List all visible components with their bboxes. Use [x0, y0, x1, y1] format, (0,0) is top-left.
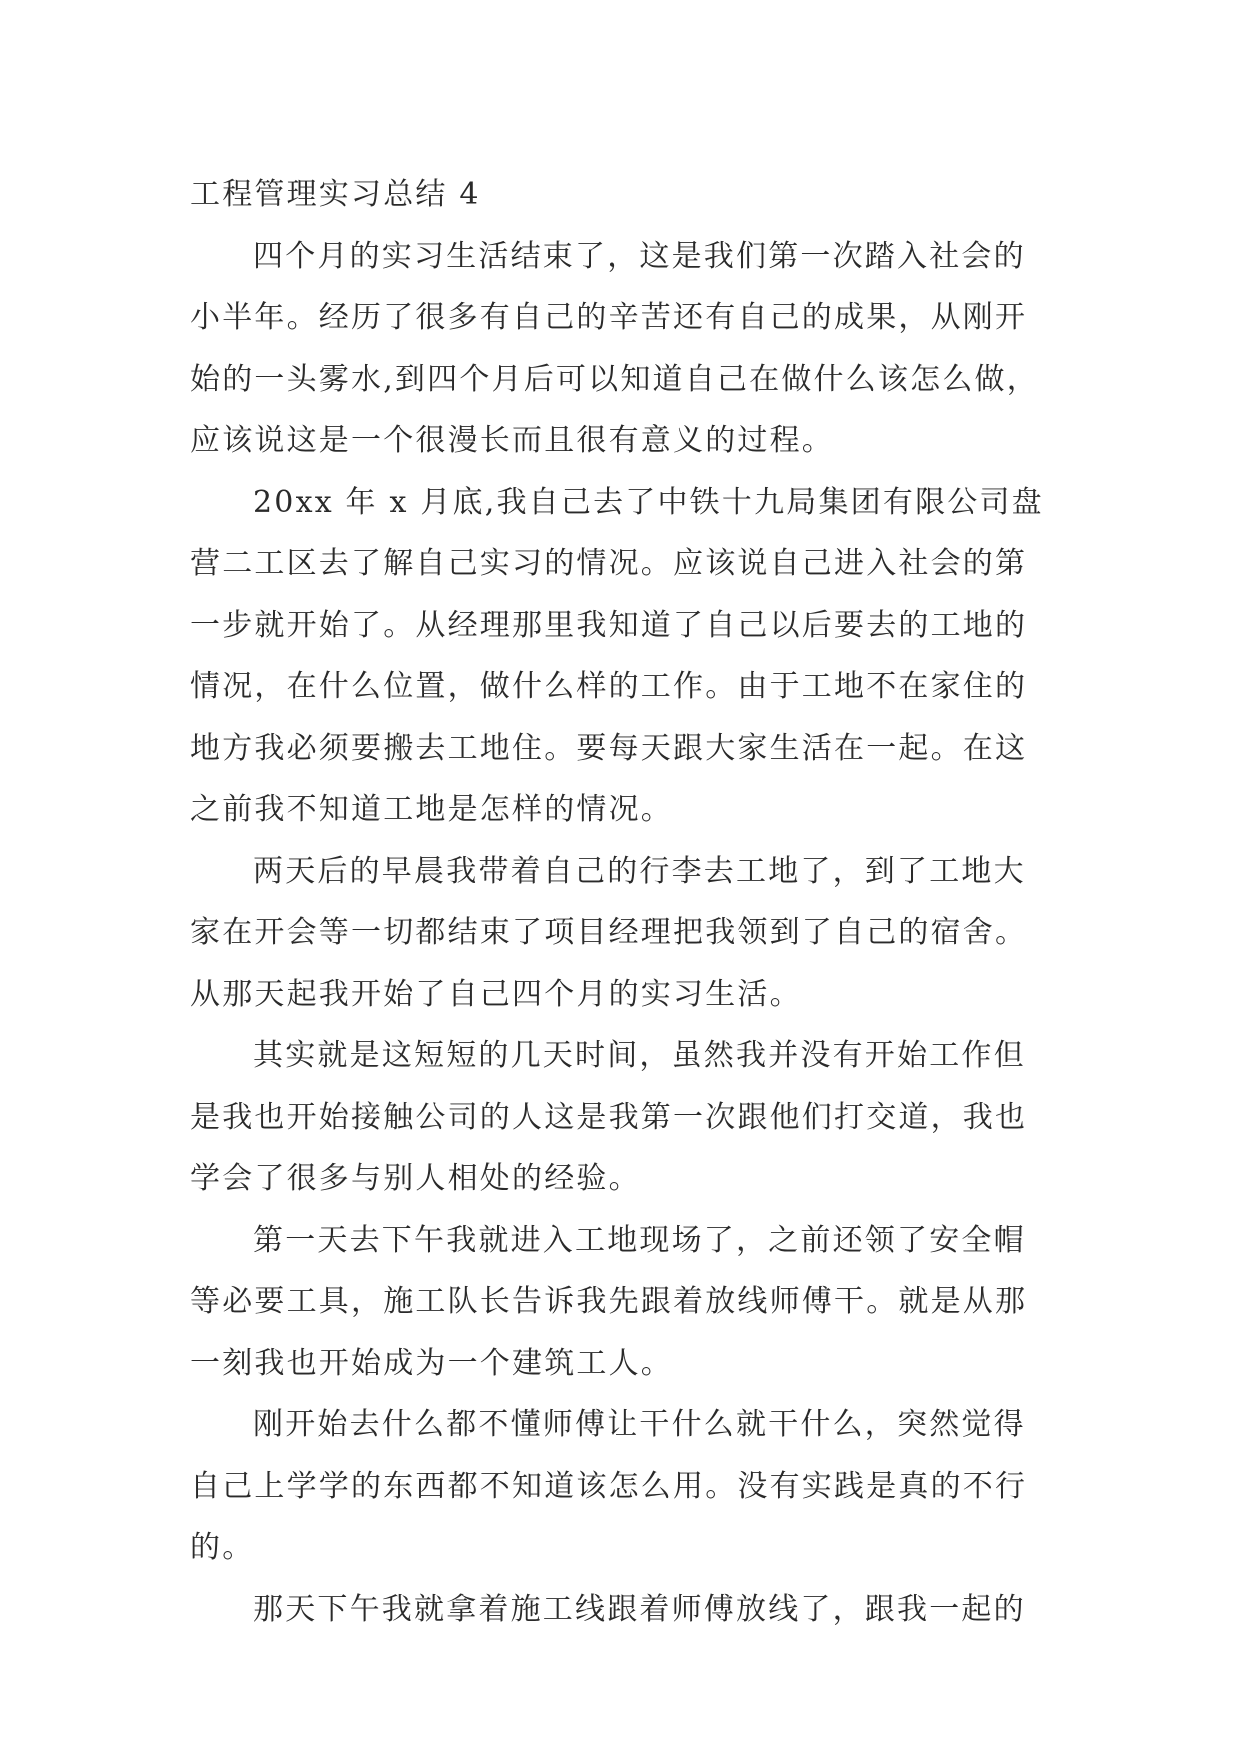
paragraph-line: 学会了很多与别人相处的经验。	[190, 1161, 641, 1196]
paragraph-line: 家在开会等一切都结束了项目经理把我领到了自己的宿舍。	[190, 915, 1028, 950]
paragraph-line: 一步就开始了。从经理那里我知道了自己以后要去的工地的	[190, 607, 1028, 643]
paragraph-line: 是我也开始接触公司的人这是我第一次跟他们打交道，我也	[190, 1099, 1028, 1135]
paragraph-line: 20xx 年 x 月底,我自己去了中铁十九局集团有限公司盘	[253, 484, 1044, 520]
paragraph-line: 刚开始去什么都不懂师傅让干什么就干什么，突然觉得	[253, 1407, 1026, 1442]
paragraph-3	[190, 841, 1056, 1026]
paragraph-line: 小半年。经历了很多有自己的辛苦还有自己的成果，从刚开	[190, 300, 1028, 335]
paragraph-5	[190, 1210, 1056, 1395]
paragraph-line: 那天下午我就拿着施工线跟着师傅放线了，跟我一起的	[253, 1591, 1026, 1627]
paragraph-1	[190, 226, 1056, 472]
document-title: 工程管理实习总结 4	[190, 177, 481, 212]
paragraph-line: 一刻我也开始成为一个建筑工人。	[190, 1345, 673, 1381]
paragraph-line: 营二工区去了解自己实习的情况。应该说自己进入社会的第	[190, 546, 1028, 581]
paragraph-line: 的。	[190, 1530, 255, 1565]
document-body	[190, 164, 1056, 1640]
paragraph-line: 始的一头雾水,到四个月后可以知道自己在做什么该怎么做，	[190, 361, 1039, 397]
paragraph-7	[190, 1579, 1056, 1641]
paragraph-line: 地方我必须要搬去工地住。要每天跟大家生活在一起。在这	[190, 730, 1028, 766]
paragraph-4	[190, 1025, 1056, 1210]
paragraph-line: 应该说这是一个很漫长而且很有意义的过程。	[190, 423, 834, 458]
paragraph-line: 情况，在什么位置，做什么样的工作。由于工地不在家住的	[190, 669, 1028, 704]
paragraph-line: 自己上学学的东西都不知道该怎么用。没有实践是真的不行	[190, 1468, 1028, 1504]
paragraph-line: 从那天起我开始了自己四个月的实习生活。	[190, 976, 802, 1012]
paragraph-2	[190, 472, 1056, 841]
paragraph-6	[190, 1394, 1056, 1579]
paragraph-line: 两天后的早晨我带着自己的行李去工地了，到了工地大	[253, 853, 1026, 889]
paragraph-line: 之前我不知道工地是怎样的情况。	[190, 792, 673, 827]
paragraph-line: 第一天去下午我就进入工地现场了，之前还领了安全帽	[253, 1222, 1026, 1258]
paragraph-line: 等必要工具，施工队长告诉我先跟着放线师傅干。就是从那	[190, 1284, 1028, 1319]
paragraph-line: 四个月的实习生活结束了，这是我们第一次踏入社会的	[253, 238, 1026, 274]
paragraph-line: 其实就是这短短的几天时间，虽然我并没有开始工作但	[253, 1038, 1026, 1073]
